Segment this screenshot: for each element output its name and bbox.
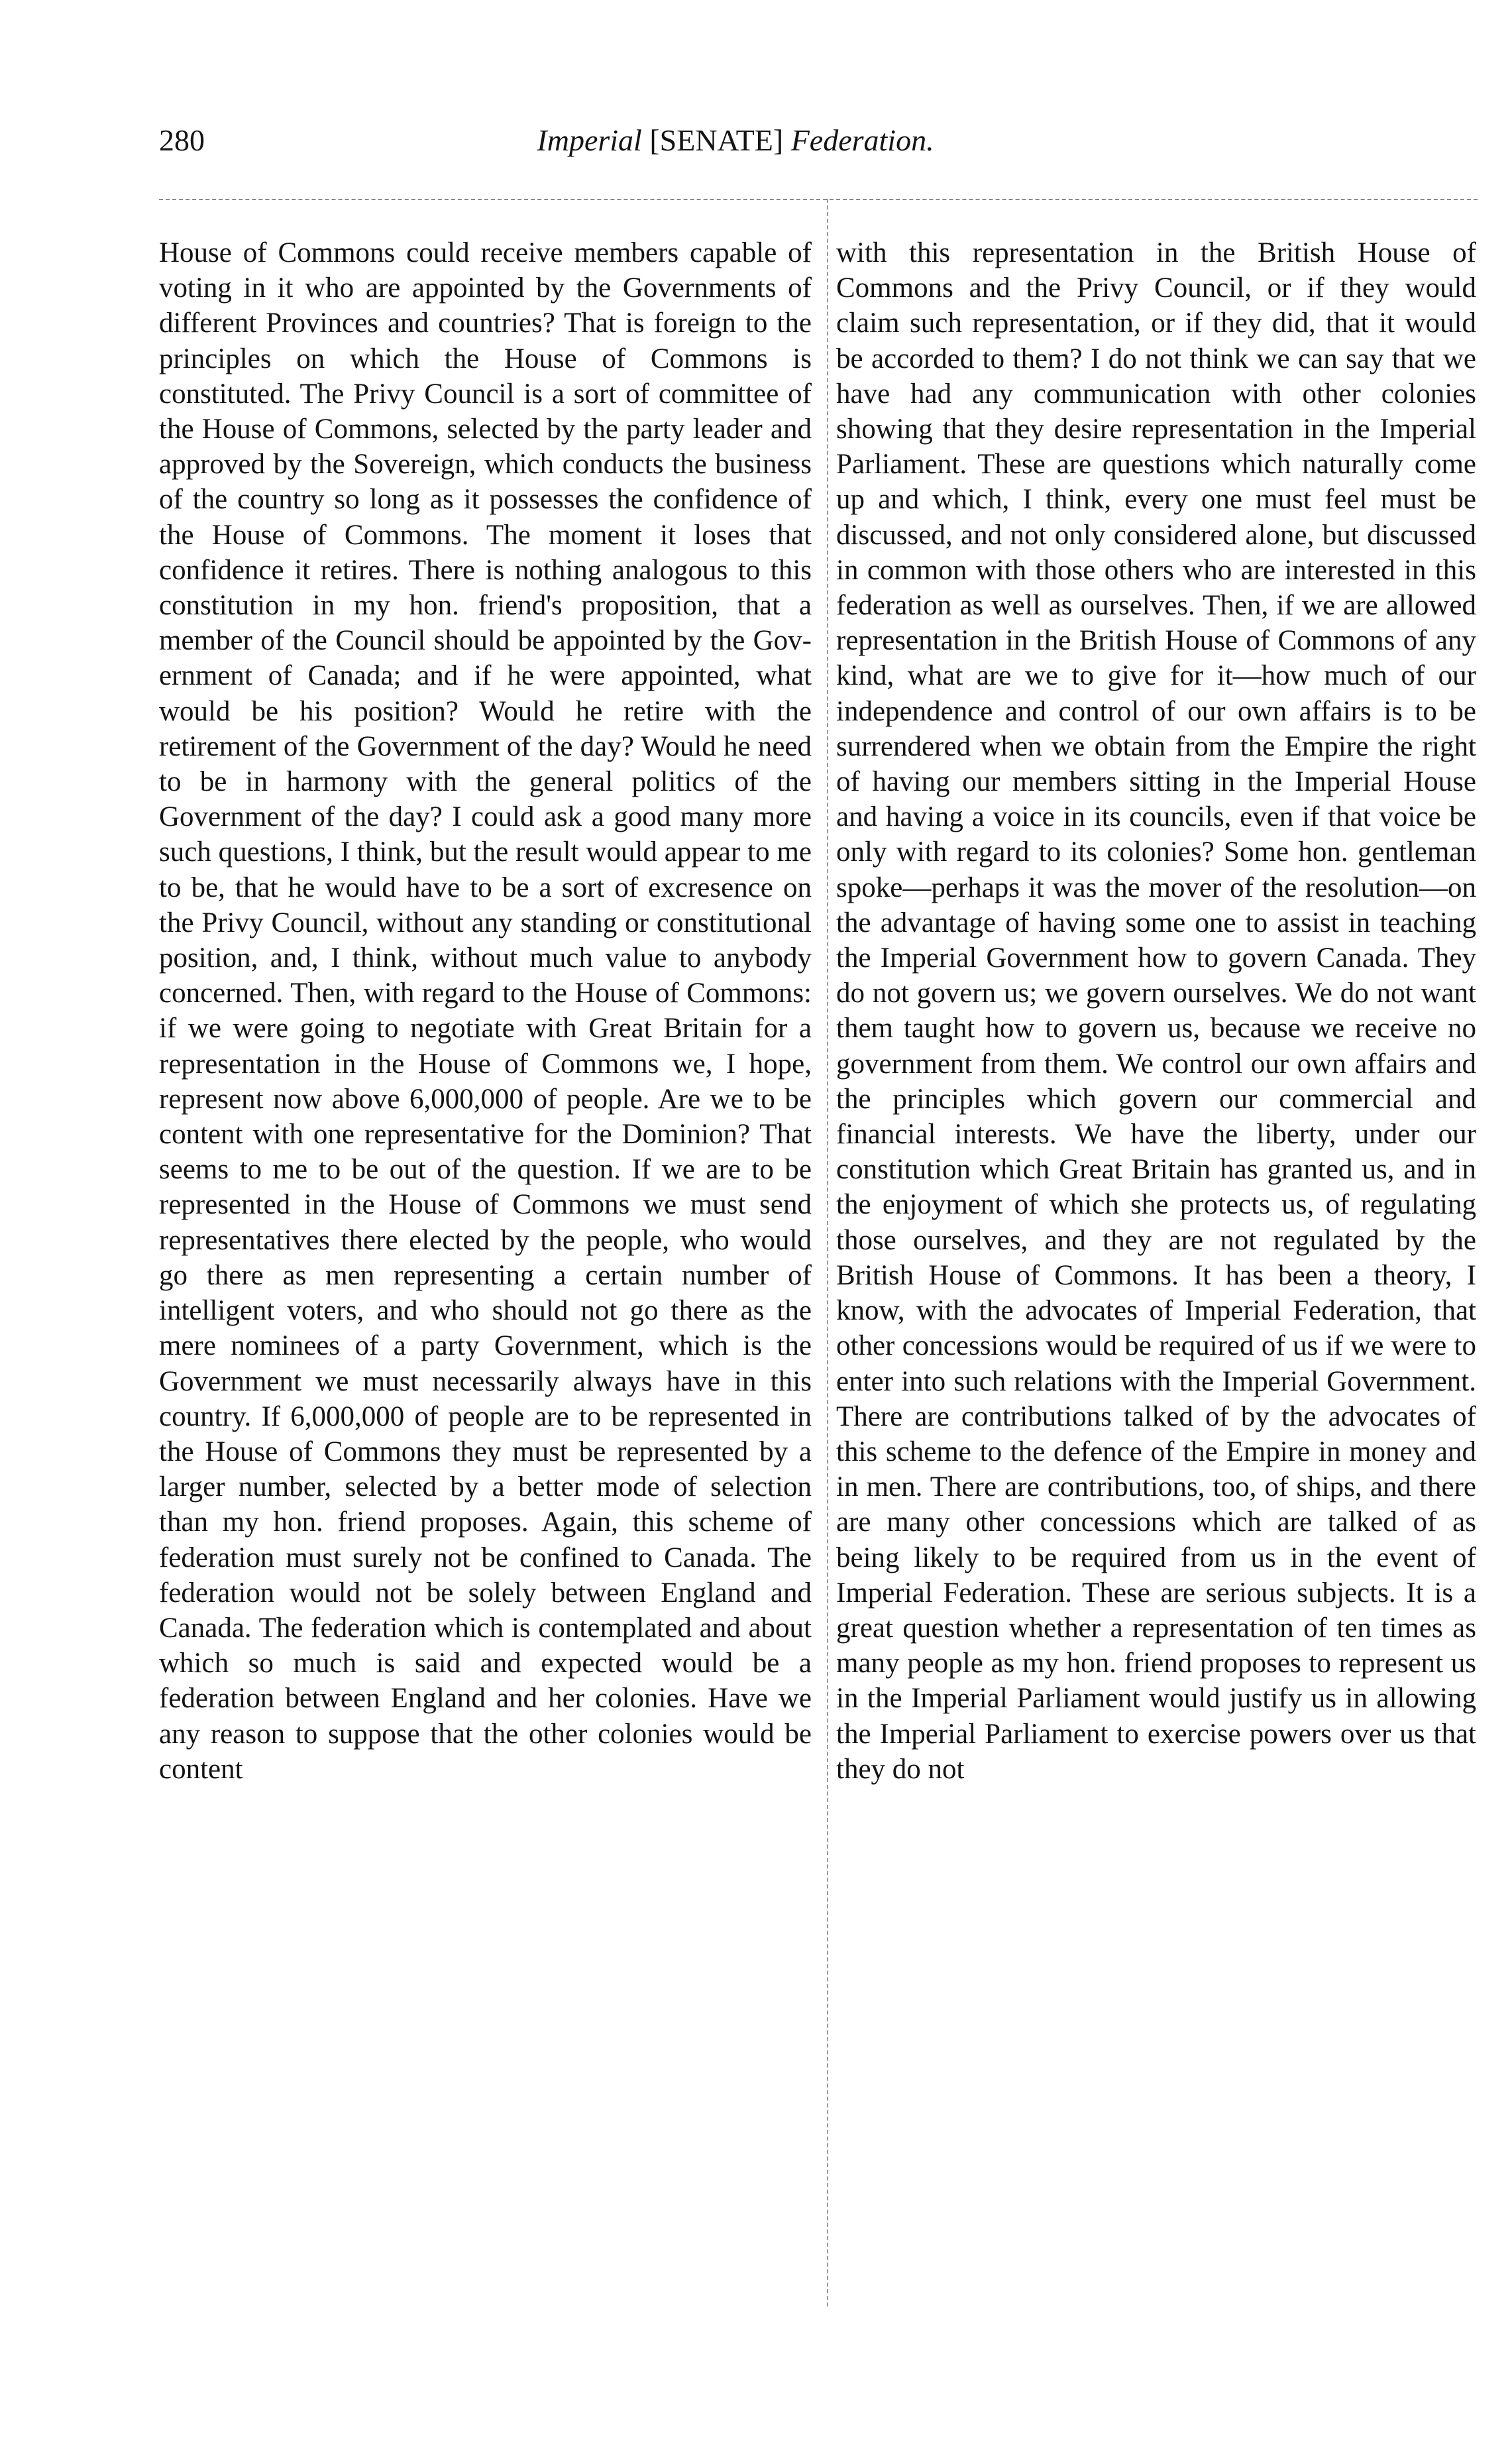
running-head [159,123,1312,158]
page-header [159,123,1312,169]
left-column [159,235,812,1787]
header-rule [159,199,1478,200]
running-head-imperial: Imperial [537,123,642,157]
running-head-senate: [SENATE] [641,123,791,157]
page-number: 280 [159,123,205,157]
right-column-text: with this representation in the British House of Commons and the Privy Council, or if they would claim such representation, or if they did, that it would be accorded to them? I do not think we can say that we have had any communication with other colonies showing that they desire representation in the Imperial Parliament. These are questions which naturally come up and which, I think, every one must feel must be discussed, and not only considered alone, but discussed in common with those others who are interested in this federation as well as ourselves. Then, if we are allowed representation in the British House of Commons of any kind, what are we to give for it—how much of our independence and control of our own affairs is to be surrendered when we obtain from the Empire the right of having our members sitting in the Imperial House and having a voice in its councils, even if that voice be only with regard to its colonies? Some hon. gentleman spoke—perhaps it was the mover of the resolution—on the advantage of having some one to assist in teaching the Imperial Government how to govern Canada. They do not govern us; we govern ourselves. We do not want them taught how to govern us, because we receive no government from them. We control our own affairs and the principles which govern our commercial and financial interests. We have the liberty, under our constitution which Great Britain has granted us, and in the enjoyment of which she protects us, of regulating those ourselves, and they are not regulated by the British House of Commons. It has been a theory, I know, with the advocates of Imperial Federation, that other concessions would be required of us if we were to enter into such relations with the Imperial Government. There are contributions talked of by the advocates of this scheme to the defence of the Empire in money and in men. There are contributions, too, of ships, and there are many other concessions which are talked of as being likely to be required from us in the event of Imperial Federation. These are serious subjects. It is a great question whether a representation of ten times as many people as my hon. friend proposes to represent us in the Imperial Parliament would justify us in allowing the Imperial Parliament to exercise powers over us that they do not [836,237,1476,1785]
column-divider [827,199,828,2306]
running-head-federation: Federation. [790,123,934,157]
right-column [836,235,1476,1787]
left-column-text: House of Commons could receive members capable of voting in it who are appointed by the Governments of different Provinces and countries? That is foreign to the principles on which the House of Commons is constituted. The Privy Council is a sort of committee of the House of Commons, selected by the party leader and approved by the Sovereign, which conducts the business of the country so long as it possesses the confidence of the House of Commons. The moment it loses that confidence it retires. There is nothing analogous to this constitution in my hon. friend's proposition, that a member of the Council should be appointed by the Government of Canada; and if he were appointed, what would be his position? Would he retire with the retirement of the Government of the day? Would he need to be in harmony with the general politics of the Government of the day? I could ask a good many more such questions, I think, but the result would appear to me to be, that he would have to be a sort of excresence on the Privy Council, without any standing or constitutional position, and, I think, without much value to anybody concerned. Then, with regard to the House of Commons: if we were going to negotiate with Great Britain for a representation in the House of Commons we, I hope, represent now above 6,000,000 of people. Are we to be content with one representative for the Dominion? That seems to me to be out of the question. If we are to be represented in the House of Commons we must send representatives there elected by the people, who would go there as men representing a certain number of intelligent voters, and who should not go there as the mere nominees of a party Government, which is the Government we must necessarily always have in this country. If 6,000,000 of people are to be represented in the House of Commons they must be represented by a larger number, selected by a better mode of selection than my hon. friend proposes. Again, this scheme of federation must surely not be confined to Canada. The federation would not be solely between England and Canada. The federation which is contemplated and about which so much is said and expected would be a federation between England and her colonies. Have we any reason to suppose that the other colonies would be content [159,237,812,1785]
